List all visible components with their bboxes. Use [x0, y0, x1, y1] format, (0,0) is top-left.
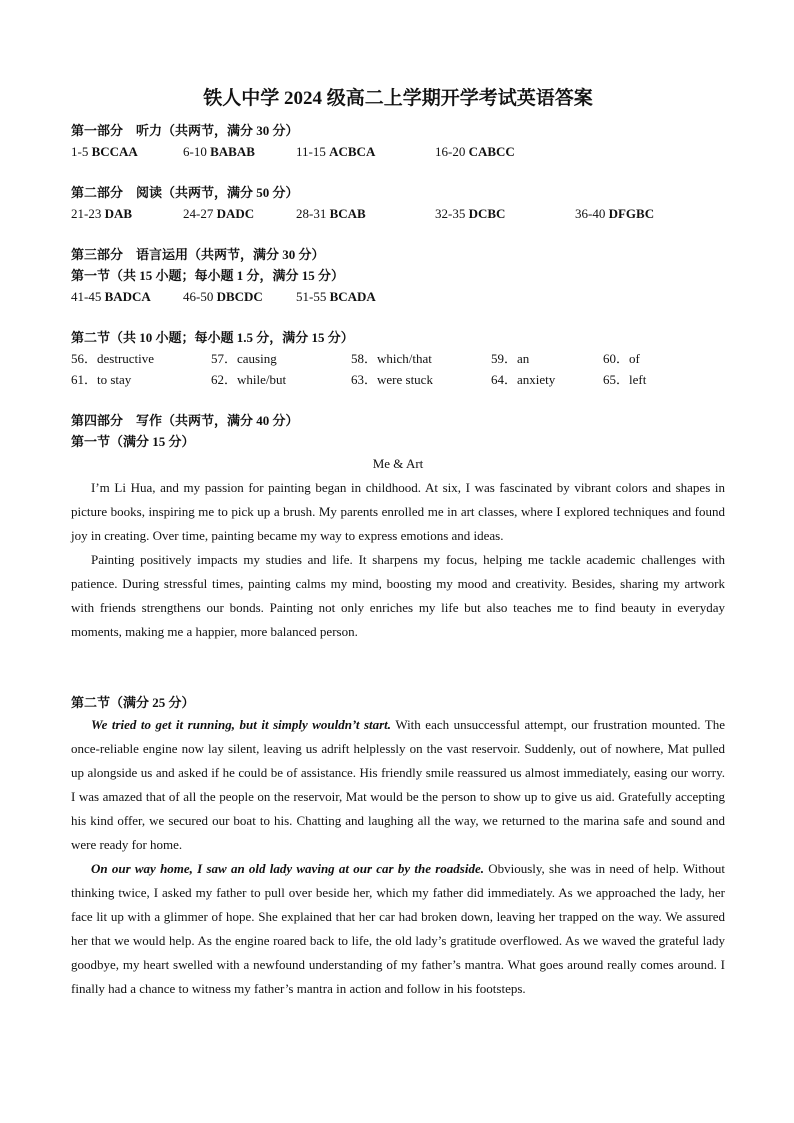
- story-lead-sentence: We tried to get it running, but it simply wouldn’t start.: [91, 717, 392, 732]
- part1-heading: 第一部分 听力（共两节，满分 30 分）: [71, 123, 299, 138]
- answer-group: 51-55 BCADA: [296, 289, 376, 304]
- part3-section2-row2: [71, 369, 725, 390]
- story-paragraph: [71, 713, 725, 857]
- part3-heading: 第三部分 语言运用（共两节，满分 30 分）: [71, 247, 325, 262]
- fill-answer: 60．of: [603, 351, 640, 366]
- story-body: With each unsuccessful attempt, our frustration mounted. The once-reliable engine now lay silent, leaving us adrift helplessly on the vast reservoir. Suddenly, out of nowhere, Mat pulled up alongside us and asked if he could be of assistance. His friendly smile reassured us almost immediately, easing our worry. I was amazed that of all the people on the reservoir, Mat would be the person to show up to give us aid. Gratefully accepting his kind offer, we secured our boat to his. Chatting and laughing all the way, we returned to the marina safe and sound and were ready for home.: [71, 717, 725, 852]
- answer-group: 24-27 DADC: [183, 206, 255, 221]
- answer-group: 36-40 DFGBC: [575, 206, 655, 221]
- fill-answer: 57．causing: [211, 351, 277, 366]
- answer-group: 41-45 BADCA: [71, 289, 151, 304]
- answer-group: 46-50 DBCDC: [183, 289, 263, 304]
- answer-group: 16-20 CABCC: [435, 144, 515, 159]
- answer-sheet: [71, 86, 725, 1001]
- part2-heading: 第二部分 阅读（共两节，满分 50 分）: [71, 185, 299, 200]
- fill-answer: 63．were stuck: [351, 372, 433, 387]
- fill-answer: 58．which/that: [351, 351, 432, 366]
- answer-group: 11-15 ACBCA: [296, 144, 376, 159]
- fill-answer: 61．to stay: [71, 372, 132, 387]
- answer-group: 32-35 DCBC: [435, 206, 506, 221]
- story-lead-sentence: On our way home, I saw an old lady waving at our car by the roadside.: [91, 861, 484, 876]
- fill-answer: 64．anxiety: [491, 372, 556, 387]
- essay-paragraph: I’m Li Hua, and my passion for painting began in childhood. At six, I was fascinated by vibrant colors and shapes in picture books, inspiring me to pick up a brush. My parents enrolled me in art classes, where I explored techniques and found joy in creating. Over time, painting became my way to express emotions and ideas.: [71, 480, 725, 543]
- fill-answer: 56．destructive: [71, 351, 155, 366]
- essay-title: Me & Art: [372, 456, 424, 471]
- part2-answers: [71, 203, 725, 224]
- part3-section2-heading: 第二节（共 10 小题；每小题 1.5 分，满分 15 分）: [71, 330, 354, 345]
- part4-section2-heading: 第二节（满分 25 分）: [71, 695, 195, 710]
- answer-group: 1-5 BCCAA: [71, 144, 138, 159]
- story-body: Obviously, she was in need of help. Without thinking twice, I asked my father to pull over beside her, which my father did immediately. As we approached the lady, her face lit up with a glimmer of hope. She explained that her car had broken down, leaving her trapped on the way. We assured her that we would help. As the engine roared back to life, the old lady’s gratitude overflowed. As we waved the grateful lady goodbye, my heart swelled with a newfound understanding of my father’s mantra. What goes around really comes around. I finally had a chance to witness my father’s mantra in action and follow in his footsteps.: [71, 861, 725, 996]
- page-title: 铁人中学 2024 级高二上学期开学考试英语答案: [203, 88, 593, 109]
- answer-group: 6-10 BABAB: [183, 144, 255, 159]
- fill-answer: 65．left: [603, 372, 647, 387]
- fill-answer: 59．an: [491, 351, 530, 366]
- part3-section1-answers: [71, 286, 725, 307]
- fill-answer: 62．while/but: [211, 372, 287, 387]
- essay-paragraph: Painting positively impacts my studies and life. It sharpens my focus, helping me tackle academic challenges with patience. During stressful times, painting calms my mind, boosting my mood and creativity. Besides, sharing my artwork with friends strengthens our bonds. Painting not only enriches my life but also teaches me to find beauty in everyday moments, making me a happier, more balanced person.: [71, 552, 725, 639]
- part3-section1-heading: 第一节（共 15 小题；每小题 1 分，满分 15 分）: [71, 268, 345, 283]
- story-paragraph: [71, 857, 725, 1001]
- answer-group: 21-23 DAB: [71, 206, 133, 221]
- part4-section1-heading: 第一节（满分 15 分）: [71, 434, 195, 449]
- answer-group: 28-31 BCAB: [296, 206, 366, 221]
- part4-heading: 第四部分 写作（共两节，满分 40 分）: [71, 413, 299, 428]
- part1-answers: [71, 141, 725, 162]
- part3-section2-row1: [71, 348, 725, 369]
